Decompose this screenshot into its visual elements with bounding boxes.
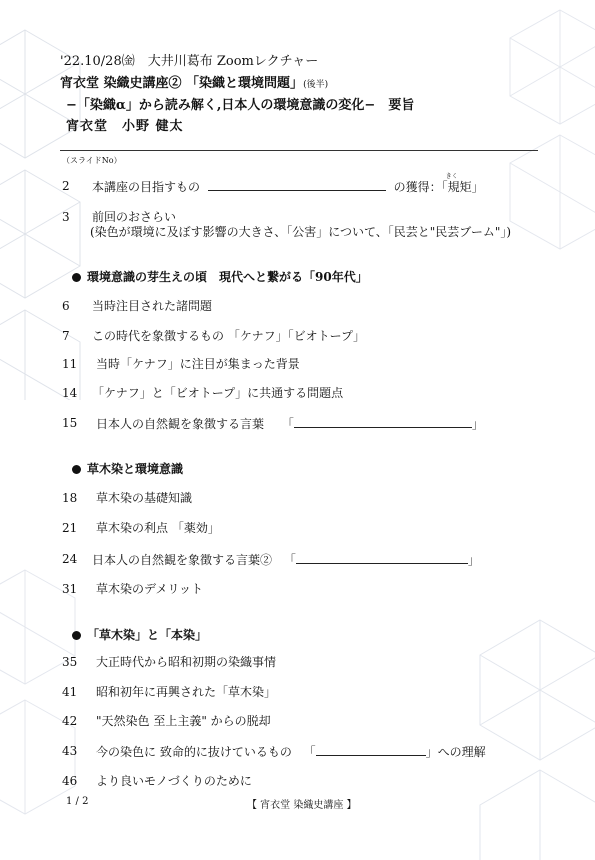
item-text: 草木染の利点 「薬効」 [96, 521, 220, 535]
bullet-icon [72, 631, 81, 640]
item-text: 草木染のデメリット [96, 582, 204, 596]
item-text-before: 本講座の目指すもの [92, 180, 201, 194]
lecture-date-line: '22.10/28㈮ 大井川葛布 Zoomレクチャー [60, 54, 319, 69]
item-text [92, 173, 484, 195]
item-text: "天然染色 至上主義" からの脱却 [96, 714, 271, 728]
item-text-after: の獲得：「規矩」 きく [394, 179, 484, 195]
slide-number: 15 [62, 416, 78, 430]
slide-number-label: （スライドNo） [62, 156, 122, 165]
fill-in-blank[interactable] [296, 551, 468, 564]
section-heading: 「草木染」と「本染」 [72, 626, 207, 643]
asanoha-pattern-right-top [505, 0, 595, 260]
fill-in-blank[interactable] [208, 178, 386, 191]
slide-number: 11 [62, 357, 78, 371]
section-heading: 環境意識の芽生えの頃 現代へと繋がる「90年代」 [72, 268, 368, 285]
section-heading: 草木染と環境意識 [72, 460, 183, 477]
item-text: 草木染の基礎知識 [96, 491, 193, 505]
slide-number: 42 [62, 714, 78, 728]
item-text: 当時注目された諸問題 [92, 299, 213, 313]
footer-title: 【 宵衣堂 染織史講座 】 [247, 800, 357, 811]
slide-number: 2 [62, 179, 70, 193]
item-text: 日本人の自然観を象徴する言葉 「 」 [96, 417, 484, 431]
fill-in-blank[interactable] [316, 743, 426, 756]
slide-number: 41 [62, 685, 78, 699]
slide-number: 3 [62, 210, 70, 224]
slide-number: 6 [62, 299, 70, 313]
course-title-main: 宵衣堂 染織史講座② 「染織と環境問題」 [60, 76, 304, 91]
item-text: 前回のおさらい [92, 210, 177, 224]
slide-number: 46 [62, 774, 78, 788]
slide-number: 43 [62, 744, 78, 758]
item-text: 昭和初年に再興された「草木染」 [96, 685, 277, 699]
page-number: 1 / 2 [66, 796, 89, 807]
course-subtitle: −「染織α」から読み解く,日本人の環境意識の変化− 要旨 [66, 98, 415, 113]
slide-number: 18 [62, 491, 78, 505]
slide-number: 7 [62, 329, 70, 343]
item-text: 日本人の自然観を象徴する言葉② 「 」 [92, 553, 480, 567]
item-subnote: (染色が環境に及ぼす影響の大きさ、「公害」について、「民芸と"民芸ブーム"」) [90, 225, 512, 239]
author-name: 宵衣堂 小野 健太 [66, 119, 184, 134]
ruby-reading: きく [445, 173, 458, 180]
asanoha-pattern-right-bottom [470, 600, 595, 860]
slide-number: 35 [62, 655, 78, 669]
course-title-suffix: (後半) [303, 80, 329, 90]
item-text: より良いモノづくりのために [96, 774, 252, 788]
course-title [60, 72, 328, 91]
slide-number: 14 [62, 386, 78, 400]
bullet-icon [72, 273, 81, 282]
header-divider [60, 150, 538, 151]
slide-number: 24 [62, 552, 78, 566]
fill-in-blank[interactable] [294, 415, 472, 428]
bullet-icon [72, 465, 81, 474]
item-text: 当時「ケナフ」に注目が集まった背景 [96, 357, 300, 371]
slide-number: 31 [62, 582, 78, 596]
slide-number: 21 [62, 521, 78, 535]
item-text: 「ケナフ」と「ビオトープ」に共通する問題点 [92, 386, 344, 400]
item-text: この時代を象徴するもの 「ケナフ」「ビオトープ」 [92, 329, 365, 343]
item-text: 大正時代から昭和初期の染織事情 [96, 655, 277, 669]
item-text: 今の染色に 致命的に抜けているもの 「 」への理解 [96, 745, 486, 759]
